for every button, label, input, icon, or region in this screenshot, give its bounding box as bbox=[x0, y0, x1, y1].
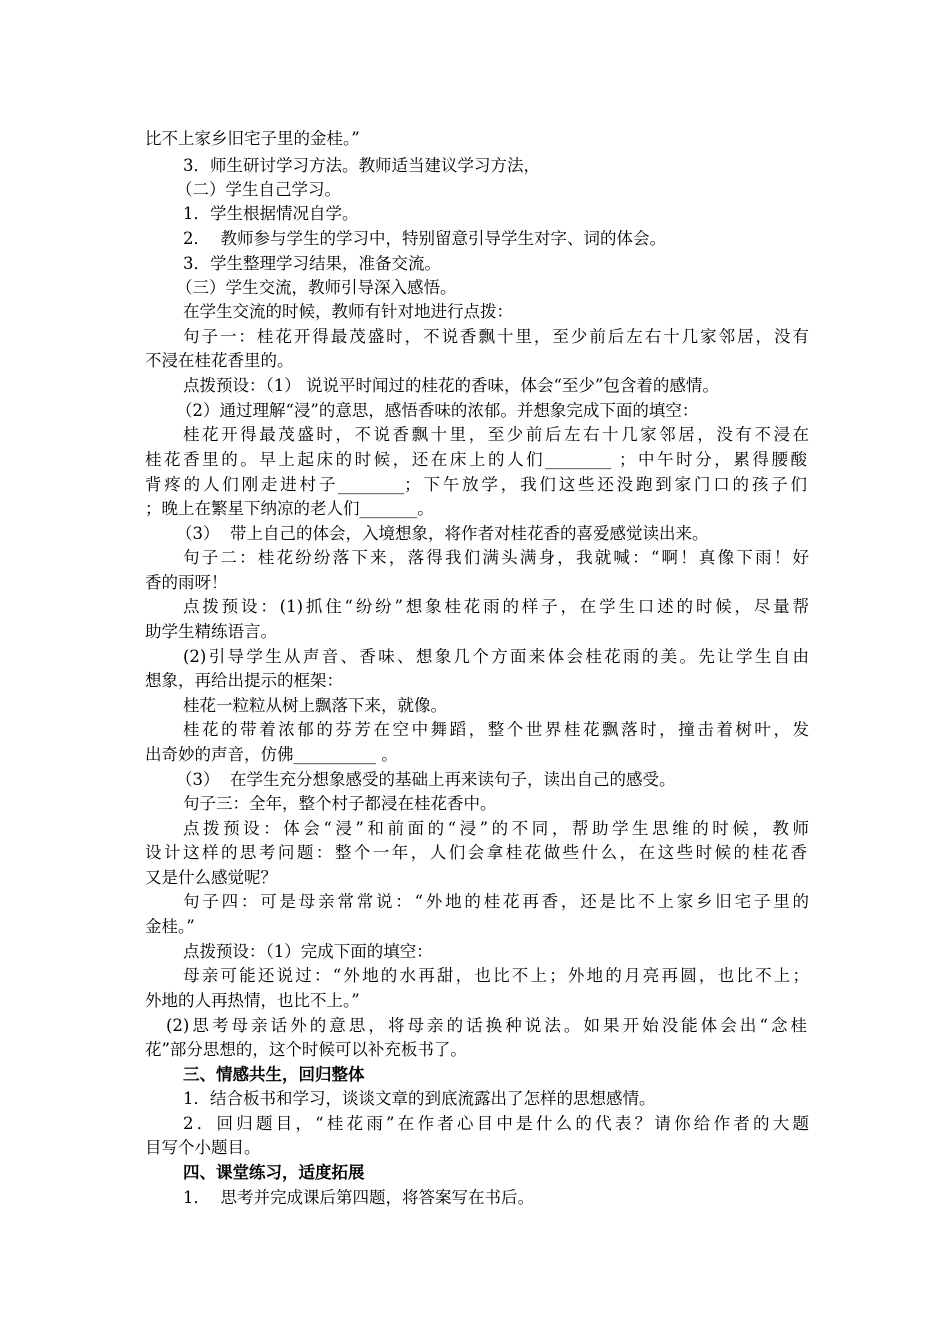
text-line: 想象，再给出提示的框架： bbox=[145, 671, 343, 690]
text-line: 点拨预设：(1)抓住“纷纷”想象桂花雨的样子，在学生口述的时候，尽量帮 bbox=[183, 597, 809, 616]
text-line: ；晚上在繁星下纳凉的老人们_______。 bbox=[145, 499, 434, 518]
text-line: 出奇妙的声音，仿佛__________ 。 bbox=[145, 745, 398, 764]
text-line: 句子一：桂花开得最茂盛时，不说香飘十里，至少前后左右十几家邻居，没有 bbox=[183, 327, 809, 346]
section-subheading: （三）学生交流，教师引导深入感悟。 bbox=[176, 278, 457, 297]
section-subheading: （二）学生自己学习。 bbox=[176, 180, 341, 199]
text-line: 设计这样的思考问题：整个一年，人们会拿桂花做些什么，在这些时候的桂花香 bbox=[145, 843, 807, 862]
text-line: 香的雨呀！ bbox=[145, 573, 228, 592]
text-line: 花”部分思想的，这个时候可以补充板书了。 bbox=[145, 1040, 467, 1059]
text-line: 外地的人再热情，也比不上。” bbox=[145, 991, 360, 1010]
text-line: 3．学生整理学习结果，准备交流。 bbox=[183, 254, 441, 273]
text-line: 桂花一粒粒从树上飘落下来，就像。 bbox=[183, 696, 447, 715]
text-line: 句子四：可是母亲常常说：“外地的桂花再香，还是比不上家乡旧宅子里的 bbox=[183, 892, 809, 911]
text-line: 点拨预设：（1） 说说平时闻过的桂花的香味，体会“至少”包含着的感情。 bbox=[183, 376, 719, 395]
text-line: 桂花的带着浓郁的芬芳在空中舞蹈，整个世界桂花飘落时，撞击着树叶，发 bbox=[183, 720, 809, 739]
text-line: （3） 在学生充分想象感受的基础上再来读句子，读出自己的感受。 bbox=[176, 770, 676, 789]
text-line: 点拨预设：（1）完成下面的填空： bbox=[183, 942, 433, 961]
text-line: （2）通过理解“浸”的意思，感悟香味的浓郁。并想象完成下面的填空： bbox=[176, 401, 699, 420]
text-line: 在学生交流的时候，教师有针对地进行点拨： bbox=[183, 302, 513, 321]
text-line: 1．学生根据情况自学。 bbox=[183, 204, 359, 223]
text-line: 比不上家乡旧宅子里的金桂。” bbox=[145, 129, 360, 148]
text-line: 不浸在桂花香里的。 bbox=[145, 351, 294, 370]
text-line: 又是什么感觉呢？ bbox=[145, 868, 277, 887]
text-line: 句子三：全年，整个村子都浸在桂花香中。 bbox=[183, 794, 497, 813]
text-line: 桂花开得最茂盛时，不说香飘十里，至少前后左右十几家邻居，没有不浸在 bbox=[183, 425, 809, 444]
text-line: 助学生精练语言。 bbox=[145, 622, 277, 641]
text-line: 2． 教师参与学生的学习中，特别留意引导学生对字、词的体会。 bbox=[183, 229, 666, 248]
text-line: 1． 思考并完成课后第四题，将答案写在书后。 bbox=[183, 1188, 534, 1207]
text-line: 点拨预设：体会“浸”和前面的“浸”的不同，帮助学生思维的时候，教师 bbox=[183, 819, 809, 838]
text-line: （3） 带上自己的体会，入境想象，将作者对桂花香的喜爱感觉读出来。 bbox=[176, 524, 709, 543]
text-line: 背疼的人们刚走进村子________；下午放学，我们这些还没跑到家门口的孩子们 bbox=[145, 475, 807, 494]
text-line: (2)引导学生从声音、香味、想象几个方面来体会桂花雨的美。先让学生自由 bbox=[183, 647, 809, 666]
text-line: 金桂。” bbox=[145, 917, 195, 936]
section-heading: 三、情感共生，回归整体 bbox=[183, 1065, 365, 1084]
text-line: 1．结合板书和学习，谈谈文章的到底流露出了怎样的思想感情。 bbox=[183, 1089, 656, 1108]
text-line: 句子二：桂花纷纷落下来，落得我们满头满身，我就喊：“啊！真像下雨！好 bbox=[183, 548, 809, 567]
text-line: (2)思考母亲话外的意思，将母亲的话换种说法。如果开始没能体会出“念桂 bbox=[166, 1016, 807, 1035]
text-line: 3．师生研讨学习方法。教师适当建议学习方法， bbox=[183, 156, 540, 175]
text-line: 目写个小题目。 bbox=[145, 1138, 261, 1157]
text-line: 2．回归题目，“桂花雨”在作者心目中是什么的代表？请你给作者的大题 bbox=[183, 1114, 809, 1133]
section-heading: 四、课堂练习，适度拓展 bbox=[183, 1163, 365, 1182]
text-line: 母亲可能还说过：“外地的水再甜，也比不上；外地的月亮再圆，也比不上； bbox=[183, 966, 809, 985]
text-line: 桂花香里的。早上起床的时候，还在床上的人们________ ；中午时分，累得腰酸 bbox=[145, 450, 807, 469]
